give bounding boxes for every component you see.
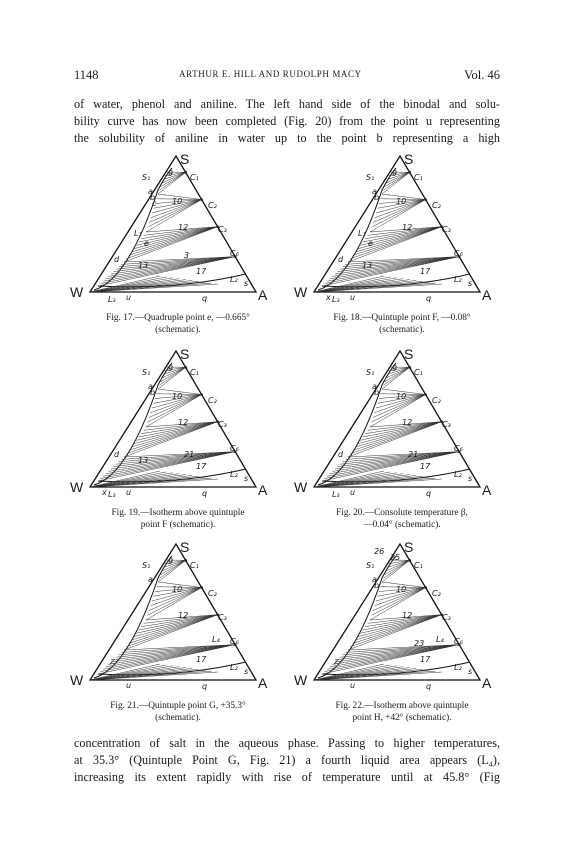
- point-label: s: [244, 667, 249, 676]
- outro-paragraph: [74, 735, 500, 786]
- point-label: C₁: [414, 561, 423, 570]
- ternary-diagram-21: [68, 538, 288, 698]
- tie-line: [126, 422, 217, 454]
- point-label: 17: [196, 655, 207, 664]
- ternary-diagram-18: [292, 150, 512, 310]
- ternary-diagram-22: [292, 538, 512, 698]
- caption-line: (schematic).: [155, 325, 201, 335]
- point-label: u: [350, 488, 356, 497]
- point-label: a: [148, 187, 153, 196]
- point-label: L₃: [332, 490, 340, 499]
- point-label: C₂: [432, 396, 441, 405]
- tie-line: [327, 452, 459, 477]
- intro-paragraph: [74, 96, 500, 147]
- text-line: concentration of salt in the aqueous phase. Passing to higher temperatures,: [74, 736, 500, 750]
- tie-line: [131, 422, 217, 447]
- point-label: 12: [178, 223, 189, 232]
- figure-19: [68, 345, 288, 531]
- caption-line: Fig. 19.—Isotherm above quintuple: [111, 508, 245, 518]
- caption-line: —0.04° (schematic).: [363, 520, 441, 530]
- point-label: u: [126, 681, 132, 690]
- point-label: C₃: [442, 225, 451, 234]
- point-label: s: [468, 474, 473, 483]
- caption-line: Fig. 21.—Quintuple point G, +35.3°: [110, 701, 246, 711]
- point-label: 17: [196, 267, 207, 276]
- point-label: u: [126, 293, 132, 302]
- vertex-label: S: [404, 151, 414, 167]
- point-label: L₂: [230, 275, 238, 284]
- tie-line: [131, 615, 217, 640]
- vertex-label: A: [258, 287, 268, 303]
- tie-line: [116, 645, 235, 658]
- tie-line: [101, 645, 236, 672]
- caption-line: Fig. 22.—Isotherm above quintuple: [335, 701, 469, 711]
- tie-line: [340, 452, 459, 465]
- tie-line: [325, 645, 460, 672]
- point-label: S₁: [142, 368, 151, 377]
- vertex-label: A: [258, 482, 268, 498]
- point-label: 21: [408, 450, 419, 459]
- point-label: C₁: [190, 173, 199, 182]
- figure-17: [68, 150, 288, 336]
- tie-line: [343, 452, 459, 462]
- point-label: b: [374, 388, 380, 397]
- vertex-label: W: [70, 284, 84, 300]
- point-label: 9: [168, 364, 174, 373]
- point-label: L₂: [454, 470, 462, 479]
- point-label: e: [144, 239, 149, 248]
- point-label: C₆: [230, 249, 239, 258]
- tie-line: [116, 257, 235, 270]
- point-label: a: [372, 187, 377, 196]
- point-label: d: [338, 255, 344, 264]
- figure-20: [292, 345, 512, 531]
- point-label: 10: [172, 585, 183, 594]
- point-label: L₃: [108, 490, 116, 499]
- point-label: C₆: [454, 249, 463, 258]
- figure-caption: [68, 312, 288, 336]
- point-label: 10: [396, 392, 407, 401]
- vertex-label: W: [294, 672, 308, 688]
- point-label: x: [102, 488, 107, 497]
- text-line: the solubility of aniline in water up to the point b representing a high: [74, 131, 500, 145]
- point-label: S₁: [366, 173, 375, 182]
- point-label: L₄: [436, 635, 444, 644]
- caption-line: (schematic).: [155, 713, 201, 723]
- page-header: [74, 68, 500, 86]
- ternary-diagram-19: [68, 345, 288, 505]
- point-label: C₆: [454, 637, 463, 646]
- point-label: u: [350, 293, 356, 302]
- point-label: C₆: [230, 637, 239, 646]
- point-label: L₁: [134, 229, 142, 238]
- point-label: q: [426, 489, 432, 498]
- caption-line: Fig. 20.—Consolute temperature β,: [336, 508, 468, 518]
- vertex-label: W: [70, 479, 84, 495]
- point-label: b: [150, 193, 156, 202]
- tie-line: [111, 645, 235, 662]
- point-label: 12: [402, 611, 413, 620]
- point-label: d: [338, 450, 344, 459]
- tie-line: [355, 422, 441, 447]
- vertex-label: S: [404, 539, 414, 555]
- figure-caption: [292, 507, 512, 531]
- point-label: C₂: [208, 201, 217, 210]
- tie-line: [327, 645, 459, 670]
- tie-line: [355, 615, 441, 640]
- point-label: L₂: [454, 275, 462, 284]
- ternary-diagram-17: [68, 150, 288, 310]
- point-label: 12: [402, 223, 413, 232]
- text-line: bility curve has now been completed (Fig. 20) from the point u representing: [74, 114, 500, 128]
- point-label: z: [334, 657, 339, 666]
- point-label: u: [126, 488, 132, 497]
- point-label: C₃: [218, 420, 227, 429]
- caption-line: (schematic).: [379, 325, 425, 335]
- point-label: L₂: [230, 663, 238, 672]
- point-label: a: [148, 382, 153, 391]
- tie-line: [335, 257, 459, 274]
- caption-line: point F (schematic).: [140, 520, 216, 530]
- tie-line: [103, 645, 235, 670]
- tie-line: [126, 615, 217, 647]
- caption-line: Fig. 18.—Quintuple point F, —0.08°: [333, 313, 471, 323]
- point-label: S₁: [366, 561, 375, 570]
- point-label: L₂: [454, 663, 462, 672]
- tie-line: [111, 452, 235, 469]
- tie-line: [340, 645, 459, 658]
- point-label: C₂: [432, 589, 441, 598]
- point-label: 17: [196, 462, 207, 471]
- point-label: u: [350, 681, 356, 690]
- caption-line: Fig. 17.—Quadruple point e, —0.665°: [106, 313, 250, 323]
- vertex-label: W: [294, 284, 308, 300]
- point-label: 3: [184, 251, 190, 260]
- point-label: b: [374, 193, 380, 202]
- point-label: C₃: [218, 613, 227, 622]
- point-label: x: [326, 293, 331, 302]
- point-label: q: [202, 294, 208, 303]
- point-label: 12: [178, 418, 189, 427]
- point-label: 12: [178, 611, 189, 620]
- ternary-diagram-20: [292, 345, 512, 505]
- tie-line: [119, 452, 235, 462]
- figure-21: [68, 538, 288, 724]
- tie-line: [119, 645, 235, 655]
- running-title: ARTHUR E. HILL AND RUDOLPH MACY: [179, 69, 362, 79]
- point-label: 10: [396, 585, 407, 594]
- point-label: S₁: [142, 561, 151, 570]
- tie-line: [325, 452, 460, 479]
- vertex-label: S: [404, 346, 414, 362]
- vertex-label: S: [180, 346, 190, 362]
- point-label: C₁: [190, 368, 199, 377]
- point-label: 9: [392, 169, 398, 178]
- point-label: 25: [390, 553, 401, 562]
- point-label: s: [468, 667, 473, 676]
- point-label: q: [426, 682, 432, 691]
- point-label: C₂: [432, 201, 441, 210]
- text-line: of water, phenol and aniline. The left hand side of the binodal and solu-: [74, 97, 500, 111]
- point-label: L₄: [212, 635, 220, 644]
- point-label: a: [148, 575, 153, 584]
- figure-caption: [68, 700, 288, 724]
- point-label: C₃: [442, 420, 451, 429]
- point-label: d: [114, 255, 120, 264]
- point-label: C₁: [190, 561, 199, 570]
- volume-label: Vol. 46: [464, 68, 500, 82]
- point-label: s: [468, 279, 473, 288]
- point-label: s: [244, 474, 249, 483]
- figure-22: [292, 538, 512, 724]
- vertex-label: W: [294, 479, 308, 495]
- point-label: 13: [138, 261, 149, 270]
- tie-line: [343, 257, 459, 267]
- vertex-label: S: [180, 151, 190, 167]
- point-label: C₁: [414, 368, 423, 377]
- tie-line: [350, 615, 441, 647]
- tie-line: [335, 645, 459, 662]
- vertex-label: A: [482, 675, 492, 691]
- point-label: z: [110, 657, 115, 666]
- tie-line: [111, 257, 235, 274]
- point-label: L₁: [358, 229, 366, 238]
- tie-line: [101, 257, 236, 284]
- point-label: 10: [172, 392, 183, 401]
- point-label: C₆: [230, 444, 239, 453]
- point-label: 9: [168, 557, 174, 566]
- page-number: 1148: [74, 68, 99, 82]
- point-label: 13: [362, 261, 373, 270]
- point-label: C₆: [454, 444, 463, 453]
- point-label: c: [152, 199, 157, 208]
- point-label: s: [244, 279, 249, 288]
- vertex-label: A: [482, 482, 492, 498]
- point-label: C₃: [218, 225, 227, 234]
- figure-caption: [292, 312, 512, 336]
- tie-line: [101, 452, 236, 479]
- point-label: q: [426, 294, 432, 303]
- tie-line: [119, 257, 235, 267]
- point-label: C₁: [414, 173, 423, 182]
- point-label: 9: [392, 364, 398, 373]
- point-label: 17: [420, 267, 431, 276]
- tie-line: [103, 452, 235, 477]
- tie-line: [327, 257, 459, 282]
- tie-line: [325, 257, 460, 284]
- point-label: q: [202, 489, 208, 498]
- tie-line: [103, 257, 235, 282]
- vertex-label: A: [258, 675, 268, 691]
- point-label: S₁: [366, 368, 375, 377]
- point-label: 21: [184, 450, 195, 459]
- tie-line: [343, 645, 459, 655]
- point-label: S₁: [142, 173, 151, 182]
- point-label: C₃: [442, 613, 451, 622]
- point-label: a: [372, 575, 377, 584]
- point-label: 10: [396, 197, 407, 206]
- point-label: 13: [138, 456, 149, 465]
- point-label: 17: [420, 462, 431, 471]
- point-label: 9: [168, 169, 174, 178]
- text-line: at 35.3° (Quintuple Point G, Fig. 21) a fourth liquid area appears (L₄),: [74, 753, 500, 767]
- point-label: L₃: [332, 295, 340, 304]
- point-label: a: [372, 382, 377, 391]
- point-label: C₂: [208, 396, 217, 405]
- point-label: b: [150, 388, 156, 397]
- point-label: q: [202, 682, 208, 691]
- point-label: 23: [414, 639, 425, 648]
- point-label: e: [368, 239, 373, 248]
- point-label: d: [114, 450, 120, 459]
- tie-line: [340, 257, 459, 270]
- tie-line: [116, 452, 235, 465]
- point-label: L₂: [230, 470, 238, 479]
- vertex-label: W: [70, 672, 84, 688]
- vertex-label: A: [482, 287, 492, 303]
- vertex-label: S: [180, 539, 190, 555]
- figure-caption: [68, 507, 288, 531]
- text-line: increasing its extent rapidly with rise of temperature until at 45.8° (Fig: [74, 770, 500, 784]
- tie-line: [335, 452, 459, 469]
- point-label: 10: [172, 197, 183, 206]
- figure-caption: [292, 700, 512, 724]
- point-label: L₃: [108, 295, 116, 304]
- caption-line: point H, +42° (schematic).: [352, 713, 452, 723]
- figure-18: [292, 150, 512, 336]
- point-label: 26: [374, 547, 385, 556]
- point-label: b: [374, 581, 380, 590]
- tie-line: [350, 422, 441, 454]
- point-label: C₂: [208, 589, 217, 598]
- point-label: 17: [420, 655, 431, 664]
- point-label: 12: [402, 418, 413, 427]
